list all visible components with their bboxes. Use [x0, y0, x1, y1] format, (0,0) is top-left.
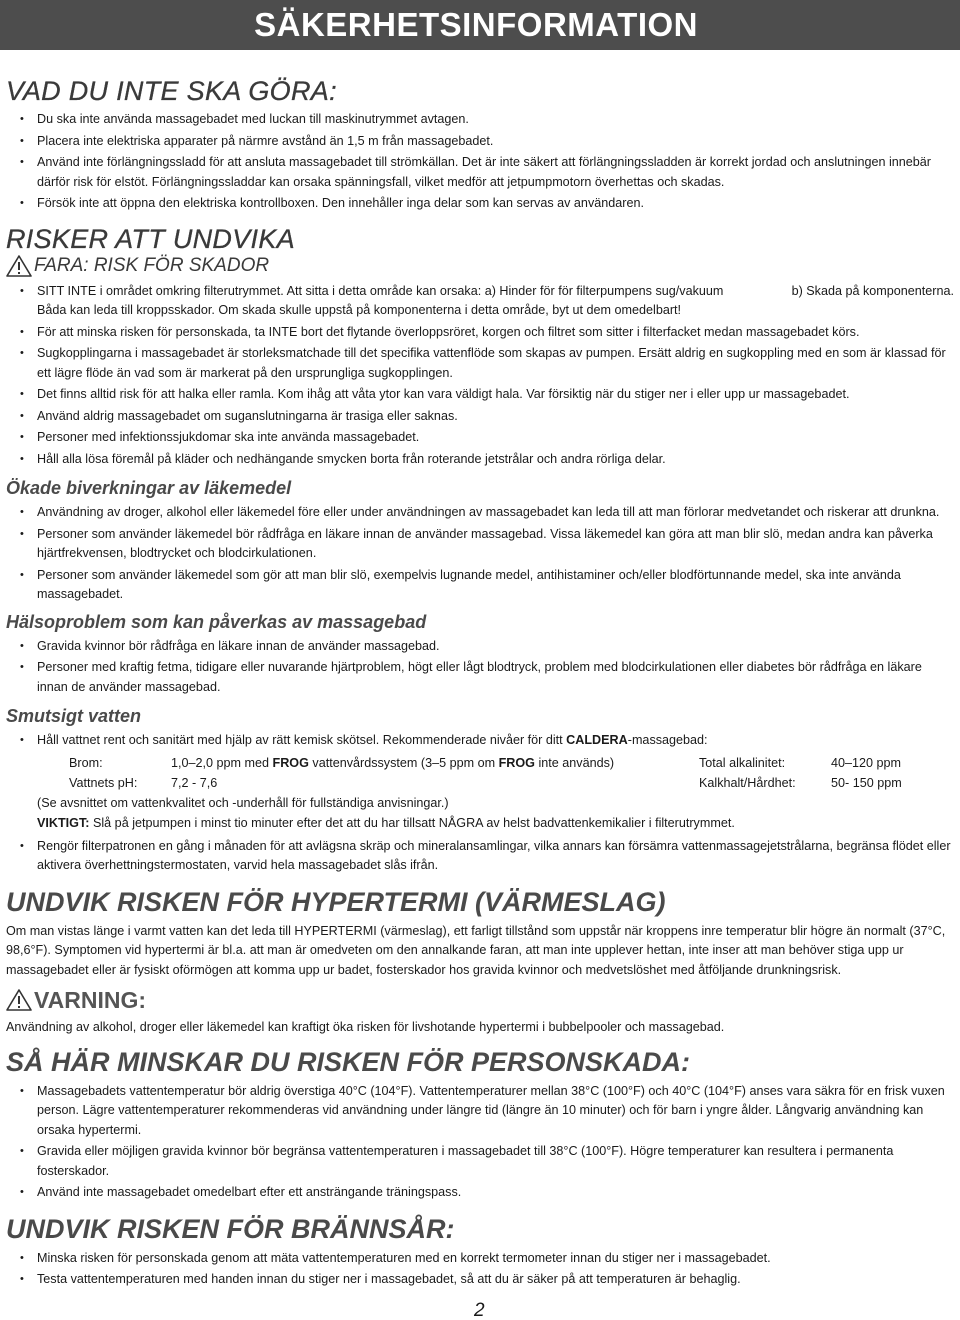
list-item: • Placera inte elektriska apparater på närmre avstånd än 1,5 m från massagebadet. [6, 132, 954, 152]
hardness-value: 50- 150 ppm [831, 775, 902, 790]
list-item: • Håll alla lösa föremål på kläder och nedhängande smycken borta från roterande jetstrålar och andra rörliga delar. [6, 450, 954, 470]
section-title-dont: VAD DU INTE SKA GÖRA: [6, 76, 337, 106]
list-item: • Personer med kraftig fetma, tidigare eller nuvarande hjärtproblem, högt eller lågt blodtryck, problem med blodcirkulationen eller diabetes bör rådfråga en läkare innan de använder massagebad. [6, 658, 954, 697]
list-medication [6, 503, 954, 605]
list-item: • Det finns alltid risk för att halka eller ramla. Kom ihåg att våta ytor kan vara väldigt hala. Var försiktig när du stiger ner i eller upp ur massagebadet. [6, 385, 954, 405]
list-item: • Gravida eller möjligen gravida kvinnor bör begränsa vattentemperaturen i massagebadet till 38°C (100°F). Högre temperaturer kan resultera i permanenta fosterskador. [6, 1142, 954, 1181]
list-risks [6, 282, 954, 470]
section-title-risks: RISKER ATT UNDVIKA [6, 223, 295, 254]
list-item: • Massagebadets vattentemperatur bör aldrig överstiga 40°C (104°F). Vattentemperaturer mellan 38°C (100°F) och 40°C (104°F) anses vara säkra för en frisk vuxen person. Lägre vattentemperaturer rekommenderas vid användning under längre tid (längre än 10 minuter) och för barn i yngre ålder. Långvarig användning kan orsaka hypertermi. [6, 1082, 954, 1141]
bromine-label: Brom: [69, 755, 103, 770]
list-item [6, 731, 954, 751]
list-water [6, 731, 954, 751]
danger-heading [6, 254, 954, 278]
section-title-health: Hälsoproblem som kan påverkas av massagebad [6, 611, 427, 632]
hyperthermia-paragraph: Om man vistas länge i varmt vatten kan det leda till HYPERTERMI (värmeslag), ett farligt tillstånd som uppstår när kroppens inre temperatur blir högre än normalt (37°C, 98,6°F). Symptomen vid hypertermi är bl.a. att man är omedveten om den annalkande faran, att man inte upplever hettan, inte inser att man behöver stiga upp ur massagebadet eller är fysiskt oförmögen att komma upp ur badet, fosterskador hos gravida kvinnor och medvetslöshet med åtföljande drunkningsrisk. [6, 923, 946, 977]
section-title-hyperthermia: UNDVIK RISKEN FÖR HYPERTERMI (VÄRMESLAG) [6, 886, 666, 917]
document-body [6, 76, 954, 1292]
hardness-label: Kalkhalt/Hårdhet: [699, 775, 796, 790]
risk-text-b: b) Skada på komponenterna. [791, 283, 954, 298]
list-item: • Gravida kvinnor bör rådfråga en läkare innan de använder massagebad. [6, 637, 954, 657]
section-title-dirty-water: Smutsigt vatten [6, 706, 142, 726]
list-item: • Sugkopplingarna i massagebadet är storleksmatchade till det specifika vattenflöde som skapas av pumpen. Ersätt aldrig en sugkoppling med en som är klassad för ett lägre flöde än vad som är markerat på den ursprungliga sugkopplingen. [6, 344, 954, 383]
page-title: SÄKERHETSINFORMATION [254, 6, 698, 43]
list-item: • Försök inte att öppna den elektriska kontrollboxen. Den innehåller inga delar som kan servas av användaren. [6, 194, 954, 214]
water-text: Håll vattnet rent och sanitärt med hjälp av rätt kemisk skötsel. Rekommenderade nivåer för ditt [37, 733, 567, 747]
page-number: 2 [474, 1300, 485, 1320]
warning-label: VARNING: [34, 987, 147, 1013]
header-bar [0, 0, 960, 50]
warning-triangle-icon [6, 988, 32, 1012]
important-note: VIKTIGT: Slå på jetpumpen i minst tio minuter efter det att du har tillsatt NÅGRA av helst badvattenkemikalier i filterutrymmet. [37, 815, 735, 830]
danger-label: FARA: RISK FÖR SKADOR [34, 254, 270, 276]
list-item: • Personer som använder läkemedel bör rådfråga en läkare innan de använder massagebad. Vissa läkemedel kan göra att man blir slö, medan andra kan påverka hjärtfrekvensen, blodtrycket och blodcirkulationen. [6, 525, 954, 564]
alkalinity-value: 40–120 ppm [831, 755, 902, 770]
list-item: • Använd inte massagebadet omedelbart efter ett ansträngande träningspass. [6, 1183, 954, 1203]
section-title-burns: UNDVIK RISKEN FÖR BRÄNNSÅR: [6, 1213, 455, 1244]
list-dont [6, 110, 954, 214]
ph-value: 7,2 - 7,6 [171, 775, 218, 790]
list-item: • Minska risken för personskada genom att mäta vattentemperaturen med en korrekt termometer innan du stiger ner i massagebadet. [6, 1249, 954, 1269]
list-item: • Personer som använder läkemedel som gör att man blir slö, exempelvis lugnande medel, antihistaminer och/eller blodförtunnande medel, ska inte använda massagebadet. [6, 566, 954, 605]
risk-text-a: • SITT INTE i området omkring filterutrymmet. Att sitta i detta område kan orsaka: a) Hinder för för filterpumpens sug/vakuum [37, 283, 724, 298]
brand-caldera: CALDERA [566, 733, 628, 747]
list-item [6, 282, 954, 321]
list-item: • Använd aldrig massagebadet om suganslutningarna är trasiga eller saknas. [6, 407, 954, 427]
list-item: • Personer med infektionssjukdomar ska inte använda massagebadet. [6, 428, 954, 448]
section-title-reduce-risk: SÅ HÄR MINSKAR DU RISKEN FÖR PERSONSKADA: [6, 1046, 691, 1077]
water-text-end: -massagebad: [627, 733, 708, 747]
list-item: • Använd inte förlängningssladd för att ansluta massagebadet till strömkällan. Det är inte säkert att förlängningssladden är korrekt jordad och anslutningen innebär därför risk för elstöt. Förlängningssladdar kan orsaka spänningsfall, vilket medför att jetpumpmotorn överhettas och skadas. [6, 153, 954, 192]
water-note: (Se avsnittet om vattenkvalitet och -underhåll för fullständiga anvisningar.) [37, 795, 449, 810]
alkalinity-label: Total alkalinitet: [699, 755, 786, 770]
chem-row-bromine [6, 753, 954, 773]
list-health [6, 637, 954, 698]
list-filter [6, 837, 954, 876]
list-item: • Användning av droger, alkohol eller läkemedel före eller under användningen av massagebadet kan leda till att man förlorar medvetandet och riskerar att drunkna. [6, 503, 954, 523]
list-item: • För att minska risken för personskada, ta INTE bort det flytande överloppsröret, korgen och filtret som sitter i filterfacket medan massagebadet körs. [6, 323, 954, 343]
ph-label: Vattnets pH: [69, 775, 138, 790]
warning-paragraph: Användning av alkohol, droger eller läkemedel kan kraftigt öka risken för livshotande hypertermi i bubbelpooler och massagebad. [6, 1020, 725, 1034]
risk-text-c: Båda kan leda till kroppsskador. Om skada skulle uppstå på komponenterna i detta område, byt ut dem omedelbart! [37, 303, 682, 317]
list-reduce-risk [6, 1082, 954, 1203]
warning-triangle-icon [6, 254, 32, 278]
bromine-value: 1,0–2,0 ppm med FROG vattenvårdssystem (3–5 ppm om FROG inte används) [171, 755, 615, 770]
list-item: • Du ska inte använda massagebadet med luckan till maskinutrymmet avtagen. [6, 110, 954, 130]
list-burns [6, 1249, 954, 1290]
list-item: • Testa vattentemperaturen med handen innan du stiger ner i massagebadet, så att du är säker på att temperaturen är behaglig. [6, 1270, 954, 1290]
chem-row-ph [6, 773, 954, 793]
section-title-medication: Ökade biverkningar av läkemedel [6, 478, 292, 498]
warning-heading [6, 988, 954, 1012]
list-item: • Rengör filterpatronen en gång i månaden för att avlägsna skräp och mineralansamlingar, vilka annars kan försämra vattenmassagejetstrålarna, begränsa flödet eller aktivera överhettningstermostaten, varvid hela massagebadet slås ifrån. [6, 837, 954, 876]
